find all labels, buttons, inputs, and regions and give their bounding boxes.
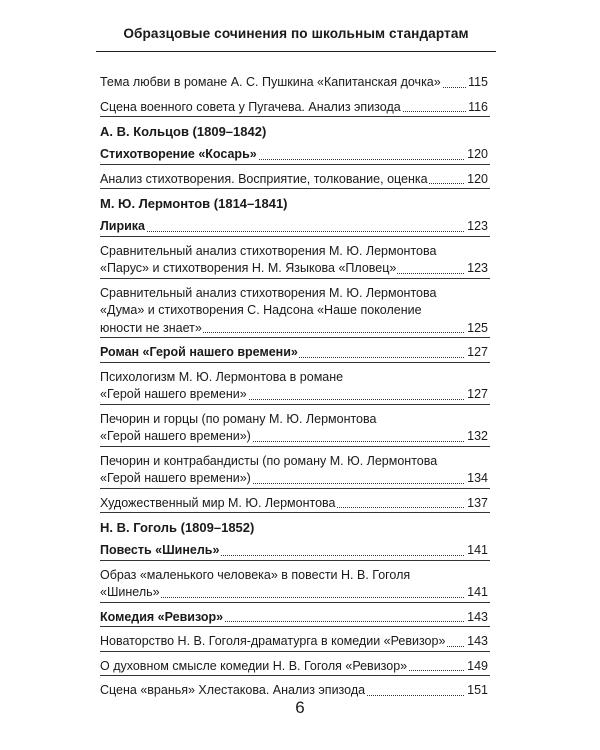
- toc-entry-title: Психологизм М. Ю. Лермонтова в романе: [100, 369, 344, 384]
- section-rule: [100, 651, 490, 652]
- toc-page-number: 115: [466, 74, 488, 92]
- toc-page-number: 143: [465, 609, 488, 627]
- toc-entry[interactable]: [100, 74, 490, 92]
- toc-entry-title: Сцена «вранья» Хлестакова. Анализ эпизода: [100, 683, 366, 697]
- section-rule: [100, 446, 490, 447]
- toc-entry-line: [100, 567, 490, 585]
- toc-entry-line: [100, 470, 490, 488]
- section-rule: [100, 164, 490, 165]
- toc-entry-line: [100, 302, 490, 320]
- section-rule: [100, 602, 490, 603]
- toc-entry-title: Комедия «Ревизор»: [100, 609, 224, 624]
- toc-entry-title: «Герой нашего времени»): [100, 429, 251, 443]
- section-rule: [100, 278, 490, 279]
- toc-entry-line: [100, 369, 490, 387]
- toc-entry-line: [100, 146, 490, 164]
- section-rule: [100, 337, 490, 338]
- toc-entry-line: [100, 609, 490, 627]
- toc-entry-title: Роман «Герой нашего времени»: [100, 345, 298, 359]
- toc-entry-line: [100, 260, 490, 278]
- toc-entry-title: О духовном смысле комедии Н. В. Гоголя «Ревизор»: [100, 658, 408, 673]
- toc-entry-line: [100, 285, 490, 303]
- toc-page-number: 141: [465, 584, 488, 602]
- header-rule: [96, 51, 496, 52]
- toc-entry[interactable]: [100, 633, 490, 651]
- toc-page-number: 151: [465, 682, 488, 700]
- toc-page-number: 141: [465, 542, 488, 560]
- toc-section-entry[interactable]: [100, 609, 490, 627]
- toc-page-number: 127: [465, 344, 488, 362]
- toc-entry-line: [100, 658, 490, 676]
- toc-entry-title: Лирика: [100, 219, 145, 233]
- toc-entry[interactable]: [100, 682, 490, 700]
- toc-page-number: 123: [465, 260, 488, 278]
- toc-entry-title: Анализ стихотворения. Восприятие, толкование, оценка: [100, 171, 428, 186]
- section-rule: [100, 404, 490, 405]
- toc-page-number: 123: [465, 218, 488, 236]
- toc-entry-title: «Герой нашего времени»): [100, 471, 251, 485]
- section-rule: [100, 560, 490, 561]
- toc-entry-title: Новаторство Н. В. Гоголя-драматурга в комедии «Ревизор»: [100, 634, 446, 648]
- toc-entry-line: [100, 428, 490, 446]
- toc-page-number: 132: [465, 428, 488, 446]
- toc-entry-line: [100, 542, 490, 560]
- toc-entry-line: [100, 344, 490, 362]
- author-heading: М. Ю. Лермонтов (1814–1841): [100, 196, 288, 211]
- toc-entry-title: Стихотворение «Косарь»: [100, 147, 257, 161]
- toc-entry-line: [100, 584, 490, 602]
- toc-entry[interactable]: [100, 171, 490, 189]
- toc-entry-title: Сравнительный анализ стихотворения М. Ю. Лермонтова: [100, 285, 437, 300]
- toc-entry-line: [100, 320, 490, 338]
- toc-page-number: 149: [465, 658, 488, 676]
- toc-entry[interactable]: [100, 495, 490, 513]
- toc-section-entry[interactable]: [100, 218, 490, 236]
- section-rule: [100, 188, 490, 189]
- toc-entry-title: Печорин и горцы (по роману М. Ю. Лермонтова: [100, 411, 377, 426]
- toc-entry-line: [100, 633, 490, 651]
- toc-entry-title: Повесть «Шинель»: [100, 543, 220, 557]
- toc-entry-title: юности не знает»: [100, 320, 202, 335]
- section-rule: [100, 675, 490, 676]
- author-heading: А. В. Кольцов (1809–1842): [100, 124, 267, 139]
- toc-entry-title: Сцена военного совета у Пугачева. Анализ эпизода: [100, 99, 401, 114]
- running-header: Образцовые сочинения по школьным стандартам: [123, 26, 469, 41]
- toc-entry[interactable]: [100, 567, 490, 602]
- toc-page-number: 143: [465, 633, 488, 651]
- author-heading: Н. В. Гоголь (1809–1852): [100, 520, 255, 535]
- toc-entry[interactable]: [100, 369, 490, 404]
- page-number: 6: [295, 698, 305, 717]
- toc-page-number: 125: [465, 320, 488, 338]
- section-rule: [100, 236, 490, 237]
- toc-page-number: 137: [465, 495, 488, 513]
- toc-entry-title: Печорин и контрабандисты (по роману М. Ю. Лермонтова: [100, 453, 438, 468]
- toc-entry-line: [100, 682, 490, 700]
- toc-entry-line: [100, 495, 490, 513]
- toc-entry[interactable]: [100, 453, 490, 488]
- toc-entry-line: [100, 218, 490, 236]
- toc-entry-title: «Шинель»: [100, 585, 160, 599]
- toc-entry-line: [100, 453, 490, 471]
- toc-section-entry[interactable]: [100, 542, 490, 560]
- toc-entry-title: Художественный мир М. Ю. Лермонтова: [100, 495, 336, 510]
- section-rule: [100, 512, 490, 513]
- toc-entry-line: [100, 171, 490, 189]
- toc-entry[interactable]: [100, 411, 490, 446]
- section-rule: [100, 362, 490, 363]
- toc-page-number: 120: [465, 171, 488, 189]
- toc-entry-title: Образ «маленького человека» в повести Н. В. Гоголя: [100, 567, 411, 582]
- toc-entry[interactable]: [100, 243, 490, 278]
- toc-entry-title: «Парус» и стихотворения Н. М. Языкова «Пловец»: [100, 261, 397, 275]
- toc-entry-title: Тема любви в романе А. С. Пушкина «Капитанская дочка»: [100, 75, 441, 89]
- dot-leader: [100, 231, 488, 232]
- toc-entry[interactable]: [100, 658, 490, 676]
- toc-page-number: 134: [465, 470, 488, 488]
- section-rule: [100, 488, 490, 489]
- toc-page-number: 116: [466, 99, 488, 117]
- toc-page-number: 127: [465, 386, 488, 404]
- toc-entry-line: [100, 386, 490, 404]
- toc-section-entry[interactable]: [100, 146, 490, 164]
- table-of-contents: [100, 74, 490, 700]
- toc-page-number: 120: [465, 146, 488, 164]
- toc-entry[interactable]: [100, 285, 490, 338]
- toc-entry-title: «Герой нашего времени»: [100, 387, 247, 401]
- toc-entry-line: [100, 74, 490, 92]
- toc-entry[interactable]: [100, 99, 490, 117]
- section-rule: [100, 116, 490, 117]
- toc-entry-line: [100, 411, 490, 429]
- toc-entry-line: [100, 243, 490, 261]
- toc-entry-title: «Дума» и стихотворения С. Надсона «Наше поколение: [100, 303, 422, 317]
- toc-entry-title: Сравнительный анализ стихотворения М. Ю. Лермонтова: [100, 243, 437, 258]
- toc-section-entry[interactable]: [100, 344, 490, 362]
- toc-entry-line: [100, 99, 490, 117]
- section-rule: [100, 626, 490, 627]
